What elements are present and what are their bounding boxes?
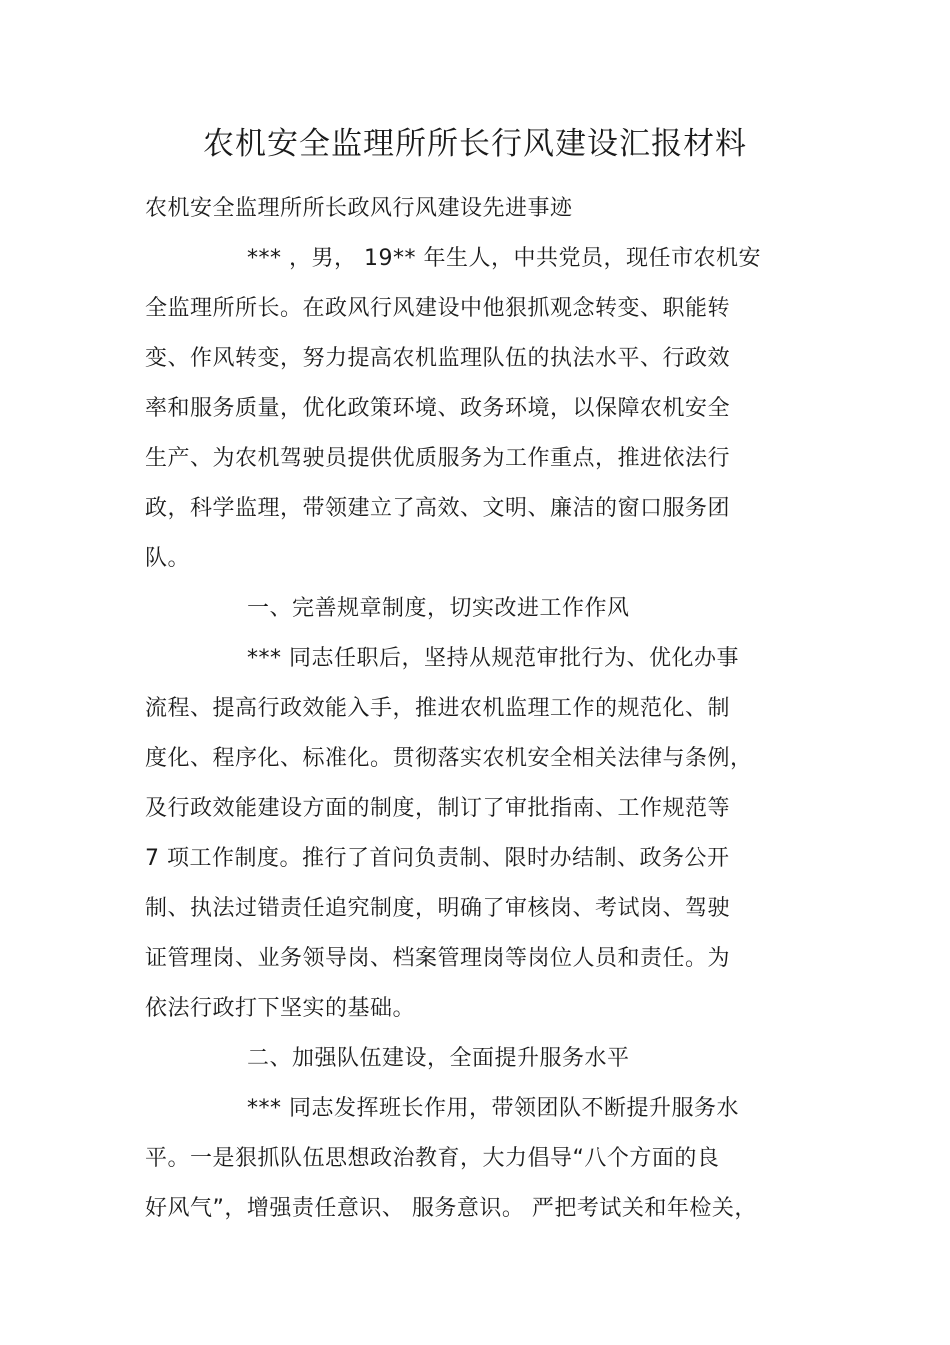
paragraph-line: 队。 — [145, 546, 191, 571]
paragraph-line: 变、作风转变，努力提高农机监理队伍的执法水平、行政效 — [145, 346, 731, 371]
paragraph-line: 及行政效能建设方面的制度，制订了审批指南、工作规范等 — [145, 796, 731, 821]
subtitle-line: 农机安全监理所所长政风行风建设先进事迹 — [145, 196, 573, 221]
document-title: 农机安全监理所所长行风建设汇报材料 — [203, 126, 747, 162]
paragraph-line: 政，科学监理，带领建立了高效、文明、廉洁的窗口服务团 — [145, 496, 731, 521]
paragraph-line: 率和服务质量，优化政策环境、政务环境，以保障农机安全 — [145, 396, 731, 421]
paragraph-line: 生产、为农机驾驶员提供优质服务为工作重点，推进依法行 — [145, 446, 731, 471]
section-heading-2: 二、加强队伍建设，全面提升服务水平 — [247, 1046, 630, 1071]
paragraph-line: 好风气”，增强责任意识、 服务意识。 严把考试关和年检关， — [145, 1196, 757, 1221]
paragraph-line: 7 项工作制度。推行了首问负责制、限时办结制、政务公开 — [145, 846, 730, 871]
paragraph-line: *** ，男， 19** 年生人，中共党员，现任市农机安 — [247, 246, 761, 271]
paragraph-line: 流程、提高行政效能入手，推进农机监理工作的规范化、制 — [145, 696, 731, 721]
paragraph-line: 制、执法过错责任追究制度，明确了审核岗、考试岗、驾驶 — [145, 896, 731, 921]
section-heading-1: 一、完善规章制度，切实改进工作作风 — [247, 596, 630, 621]
paragraph-line: 全监理所所长。在政风行风建设中他狠抓观念转变、职能转 — [145, 296, 731, 321]
paragraph-line: 依法行政打下坚实的基础。 — [145, 996, 416, 1021]
paragraph-line: 度化、程序化、标准化。贯彻落实农机安全相关法律与条例， — [145, 746, 753, 771]
paragraph-line: 证管理岗、业务领导岗、档案管理岗等岗位人员和责任。为 — [145, 946, 731, 971]
paragraph-line: 平。一是狠抓队伍思想政治教育，大力倡导“八个方面的良 — [145, 1146, 720, 1171]
paragraph-line: *** 同志发挥班长作用，带领团队不断提升服务水 — [247, 1096, 739, 1121]
paragraph-line: *** 同志任职后，坚持从规范审批行为、优化办事 — [247, 646, 739, 671]
